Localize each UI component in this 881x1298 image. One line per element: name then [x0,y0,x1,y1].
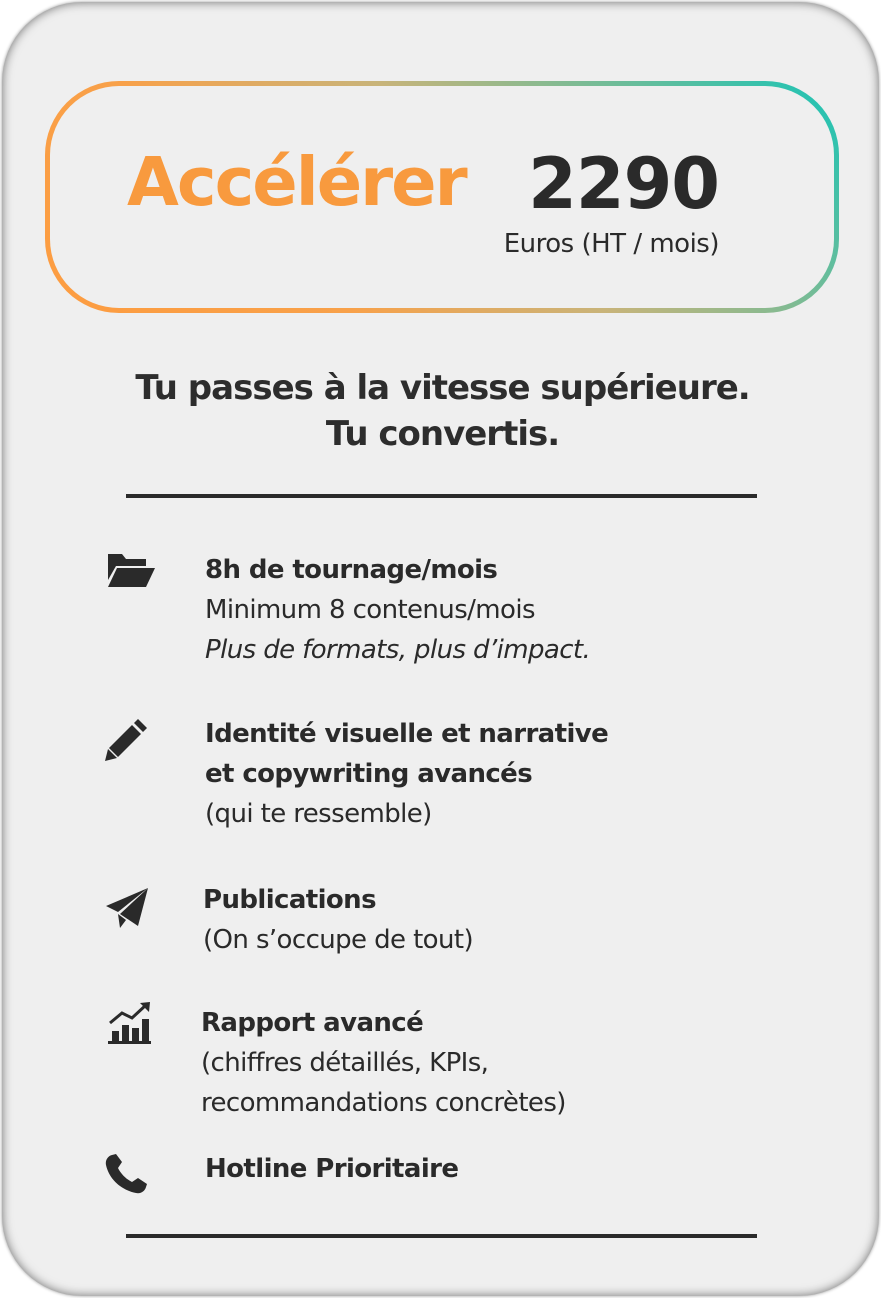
feature-text [205,1149,458,1189]
feature-text [205,550,590,670]
feature-text [205,714,608,834]
feature-detail: (qui te ressemble) [205,799,432,829]
tagline-line-2: Tu convertis. [325,414,560,454]
folder-icon [106,550,156,600]
pricing-card [2,2,879,1296]
bottom-divider [126,1234,757,1238]
price-header-inner [50,86,834,308]
plan-name: Accélérer [127,143,466,221]
feature-title: Publications [203,885,376,915]
pencil-icon [104,716,154,766]
feature-title-cont: et copywriting avancés [205,759,533,789]
feature-title: Hotline Prioritaire [205,1154,459,1184]
feature-text [203,880,473,960]
feature-detail: Minimum 8 contenus/mois [205,595,535,625]
top-divider [126,494,757,498]
phone-icon [104,1153,154,1203]
price-unit: Euros (HT / mois) [503,229,719,259]
growth-chart-icon [106,1001,156,1051]
feature-title: 8h de tournage/mois [205,555,498,585]
paper-plane-icon [104,886,154,936]
feature-note: Plus de formats, plus d’impact. [205,635,591,665]
feature-title: Identité visuelle et narrative [205,719,609,749]
feature-text [201,1003,566,1123]
feature-title: Rapport avancé [201,1008,424,1038]
feature-detail-cont: recommandations concrètes) [201,1088,566,1118]
tagline-line-1: Tu passes à la vitesse supérieure. [135,368,750,408]
feature-detail: (On s’occupe de tout) [203,925,473,955]
plan-price: 2290 [528,143,719,225]
feature-detail: (chiffres détaillés, KPIs, [201,1048,489,1078]
plan-tagline [2,365,879,457]
price-header-box [45,81,839,313]
